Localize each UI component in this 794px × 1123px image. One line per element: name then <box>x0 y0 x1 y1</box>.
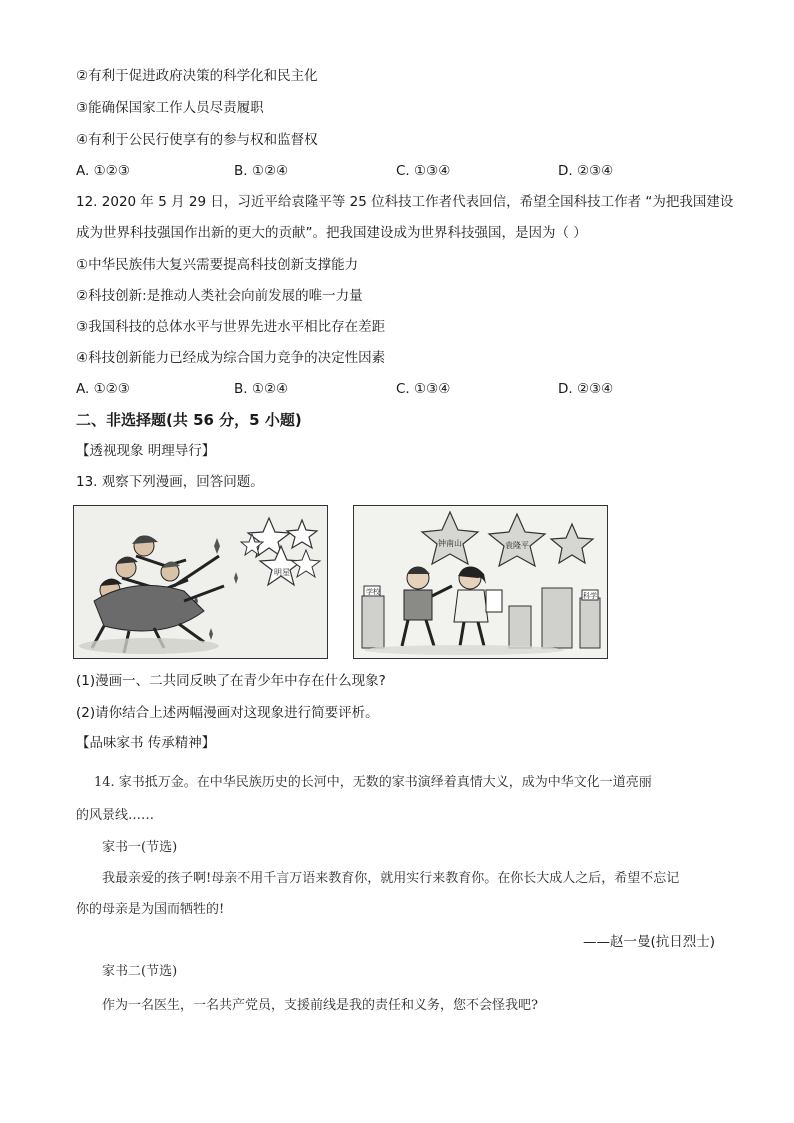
q11-option-a: A. ①②③ <box>76 163 130 179</box>
building <box>509 606 531 648</box>
q13-title: 13. 观察下列漫画，回答问题。 <box>76 474 264 490</box>
q12-statement-3: ③我国科技的总体水平与世界先进水平相比存在差距 <box>76 319 386 335</box>
building-sign-label: 学校 <box>366 588 380 596</box>
comic-two-illustration <box>354 506 607 658</box>
q12-statement-2: ②科技创新:是推动人类社会向前发展的唯一力量 <box>76 288 363 304</box>
comic-one-illustration <box>74 506 327 658</box>
q12-option-a: A. ①②③ <box>76 381 130 397</box>
letter-two-line-1: 作为一名医生，一名共产党员，支援前线是我的责任和义务，您不会怪我吧? <box>102 998 538 1013</box>
building <box>542 588 572 648</box>
letter-two-title: 家书二(节选) <box>102 964 178 979</box>
q12-option-b: B. ①②④ <box>234 381 289 397</box>
q12-stem-line-2: 成为世界科技强国作出新的更大的贡献”。把我国建设成为世界科技强国，是因为（ ） <box>76 225 587 241</box>
q12-option-d: D. ②③④ <box>558 381 614 397</box>
letter-one-title: 家书一(节选) <box>102 840 178 855</box>
q14-intro-line-1: 14. 家书抵万金。在中华民族历史的长河中，无数的家书演绎着真情大义，成为中华文化一道亮丽 <box>94 775 652 790</box>
q11-statement-3: ③能确保国家工作人员尽责履职 <box>76 100 264 116</box>
comic-two <box>353 505 608 659</box>
letter-one-line-1: 我最亲爱的孩子啊!母亲不用千言万语来教育你，就用实行来教育你。在你长大成人之后，希望不忘记 <box>102 871 680 886</box>
letter-one-line-2: 你的母亲是为国而牺牲的! <box>76 902 225 917</box>
q11-statement-4: ④有利于公民行使享有的参与权和监督权 <box>76 132 318 148</box>
comic-one-star-label: 明星 <box>274 568 290 577</box>
q11-option-c: C. ①③④ <box>396 163 451 179</box>
letter-one-signature: ——赵一曼(抗日烈士) <box>583 934 716 950</box>
q12-option-c: C. ①③④ <box>396 381 451 397</box>
section-2-title: 二、非选择题(共 56 分，5 小题) <box>76 411 302 429</box>
q12-stem-line-1: 12. 2020 年 5 月 29 日，习近平给袁隆平等 25 位科技工作者代表回信，希望全国科技工作者 “为把我国建设 <box>76 194 734 210</box>
comic-one <box>73 505 328 659</box>
q14-intro-line-2: 的风景线…… <box>76 808 155 823</box>
building <box>580 598 600 648</box>
building-sign-label: 科学 <box>583 592 597 600</box>
subsection-heading-1: 【透视现象 明理导行】 <box>76 443 216 459</box>
q11-statement-2: ②有利于促进政府决策的科学化和民主化 <box>76 68 318 84</box>
building <box>362 596 384 648</box>
subsection-heading-2: 【品味家书 传承精神】 <box>76 735 216 751</box>
comic-two-star-label: 钟南山 <box>438 539 462 548</box>
q11-option-d: D. ②③④ <box>558 163 614 179</box>
q13-sub-question-1: (1)漫画一、二共同反映了在青少年中存在什么现象? <box>76 673 386 689</box>
q12-statement-4: ④科技创新能力已经成为综合国力竞争的决定性因素 <box>76 350 386 366</box>
q12-statement-1: ①中华民族伟大复兴需要提高科技创新支撑能力 <box>76 257 359 273</box>
comic-two-star-label: 袁隆平 <box>505 541 529 550</box>
q13-sub-question-2: (2)请你结合上述两幅漫画对这现象进行简要评析。 <box>76 705 379 721</box>
q11-option-b: B. ①②④ <box>234 163 289 179</box>
